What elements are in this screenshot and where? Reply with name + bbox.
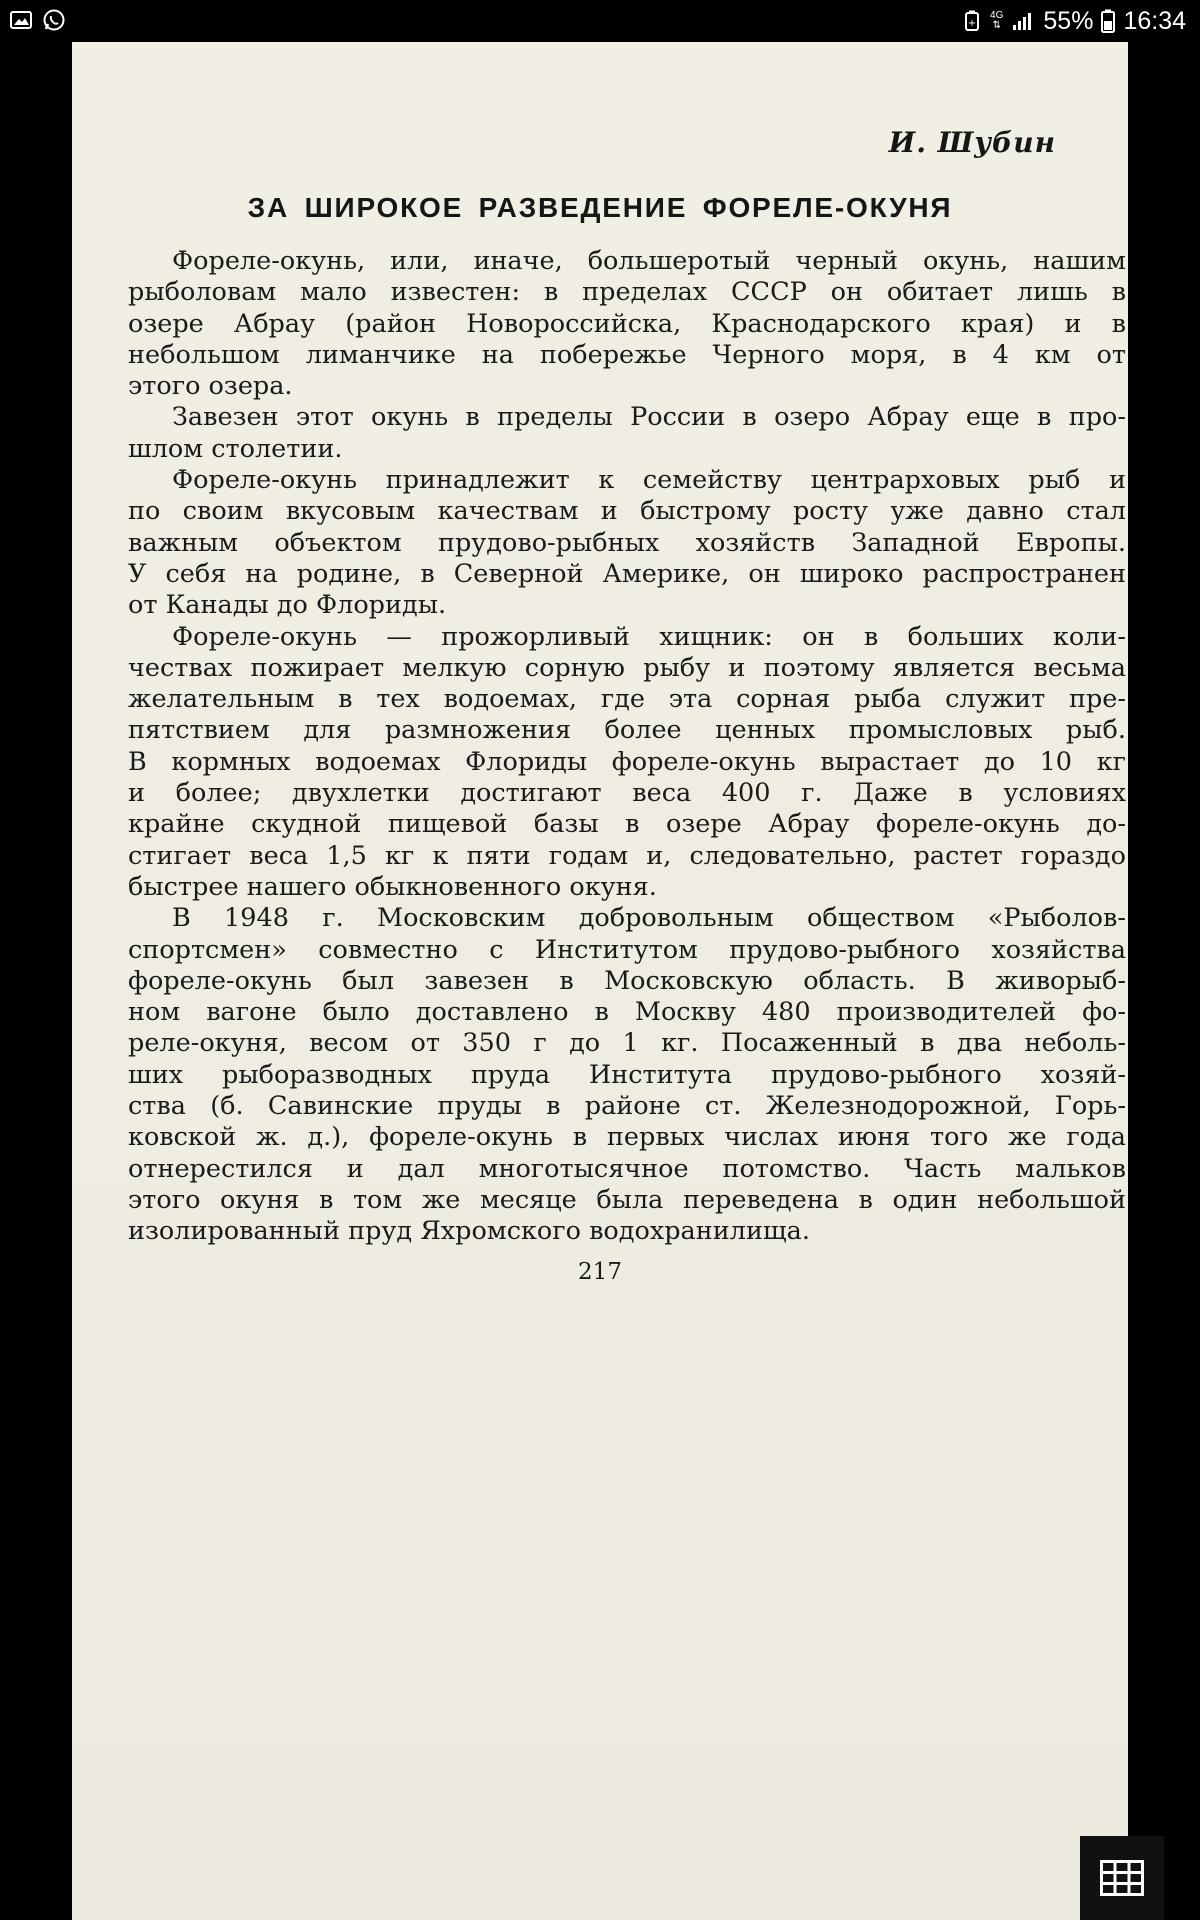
whatsapp-icon: [42, 8, 66, 32]
text-line: В 1948 г. Московским добровольным обществом «Рыболов-: [172, 903, 1126, 934]
author-name: И. Шубин: [888, 126, 1056, 159]
clock: 16:34: [1123, 6, 1186, 35]
text-line: отнерестился и дал многотысячное потомство. Часть мальков: [128, 1153, 1126, 1184]
text-line: важным объектом прудово-рыбных хозяйств Западной Европы.: [128, 527, 1126, 558]
text-line: ших рыборазводных пруда Института прудово-рыбного хозяй-: [128, 1059, 1126, 1090]
svg-text:+: +: [967, 18, 977, 29]
text-line: и более; двухлетки достигают веса 400 г. Даже в условиях: [128, 778, 1126, 809]
text-line: В кормных водоемах Флориды фореле-окунь вырастает до 10 кг: [128, 746, 1126, 777]
article-body: [128, 246, 1126, 1248]
text-line: по своим вкусовым качествам и быстрому росту уже давно стал: [128, 496, 1126, 527]
text-line: Фореле-окунь — прожорливый хищник: он в больших коли-: [172, 621, 1126, 652]
text-line: рыболовам мало известен: в пределах СССР он обитает лишь в: [128, 277, 1126, 308]
network-type-label: 4G: [990, 10, 1004, 21]
text-line: озере Абрау (район Новороссийска, Краснодарского края) и в: [128, 308, 1126, 339]
text-line: небольшом лиманчике на побережье Черного моря, в 4 км от: [128, 339, 1126, 370]
text-line: Фореле-окунь, или, иначе, большеротый черный окунь, нашим: [172, 246, 1126, 276]
text-line: ковской ж. д.), фореле-окунь в первых числах июня того же года: [128, 1122, 1126, 1153]
text-line: реле-окуня, весом от 350 г до 1 кг. Посаженный в два неболь-: [128, 1028, 1126, 1059]
data-arrows-icon: ⇅: [992, 20, 1001, 31]
text-line: от Канады до Флориды.: [128, 590, 447, 621]
text-line: изолированный пруд Яхромского водохранилища.: [128, 1216, 810, 1247]
signal-icon: [1011, 11, 1035, 31]
grid-view-button[interactable]: [1080, 1836, 1164, 1920]
text-line: крайне скудной пищевой базы в озере Абрау фореле-окунь до-: [128, 809, 1126, 840]
text-line: чествах пожирает мелкую сорную рыбу и поэтому является весьма: [128, 652, 1126, 683]
battery-percent: 55%: [1043, 6, 1094, 35]
text-line: этого окуня в том же месяце была переведена в один небольшой: [128, 1184, 1126, 1215]
network-indicator: [990, 11, 1003, 31]
text-line: Фореле-окунь принадлежит к семейству центрарховых рыб и: [172, 465, 1126, 496]
text-line: пятствием для размножения более ценных промысловых рыб.: [128, 715, 1126, 746]
text-line: фореле-окунь был завезен в Московскую область. В живорыб-: [128, 965, 1126, 996]
text-line: ном вагоне было доставлено в Москву 480 производителей фо-: [128, 997, 1126, 1028]
page-number: 217: [578, 1259, 622, 1285]
gallery-icon: [10, 10, 32, 30]
text-line: У себя на родине, в Северной Америке, он широко распространен: [128, 558, 1126, 589]
text-line: желательным в тех водоемах, где эта сорная рыба служит пре-: [128, 684, 1126, 715]
text-line: этого озера.: [128, 371, 293, 402]
article-title: ЗА ШИРОКОЕ РАЗВЕДЕНИЕ ФОРЕЛЕ-ОКУНЯ: [247, 192, 953, 223]
text-line: спортсмен» совместно с Институтом прудово-рыбного хозяйства: [128, 934, 1126, 965]
text-line: быстрее нашего обыкновенного окуня.: [128, 871, 657, 902]
text-line: стигает веса 1,5 кг к пяти годам и, следовательно, растет гораздо: [128, 840, 1126, 871]
status-indicators: [956, 4, 1186, 38]
grid-icon: [1100, 1860, 1144, 1896]
text-line: ства (б. Савинские пруды в районе ст. Железнодорожной, Горь-: [128, 1091, 1126, 1122]
notification-icons: [10, 8, 76, 32]
status-bar: [0, 0, 1200, 42]
book-page[interactable]: [72, 42, 1128, 1920]
text-line: шлом столетии.: [128, 433, 343, 464]
battery-saver-icon: [964, 10, 980, 32]
battery-icon: [1101, 9, 1115, 33]
text-line: Завезен этот окунь в пределы России в озеро Абрау еще в про-: [172, 402, 1126, 433]
